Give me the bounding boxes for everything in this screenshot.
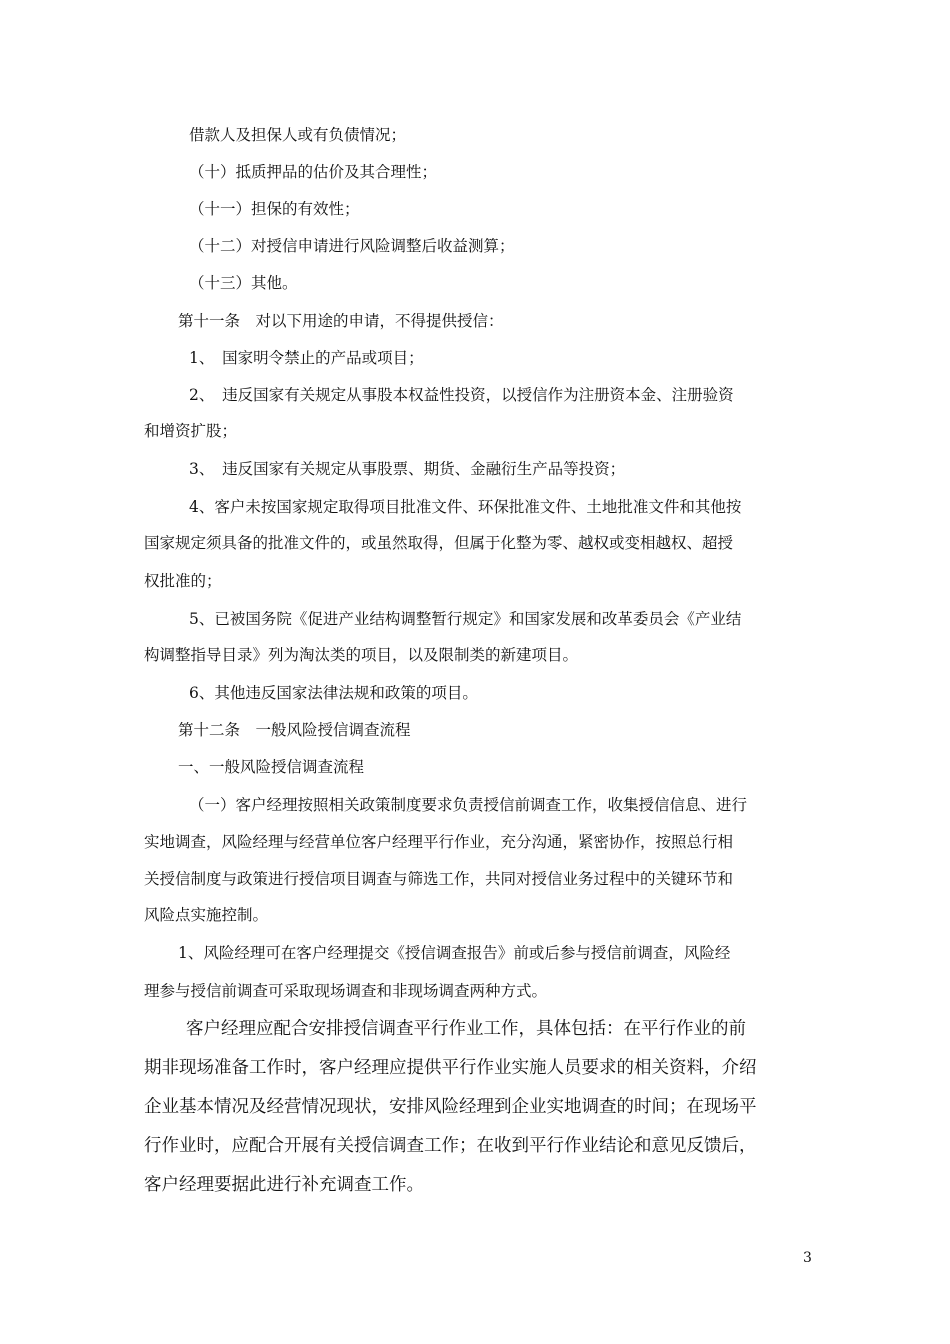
paragraph-line: 期非现场准备工作时，客户经理应提供平行作业实施人员要求的相关资料，介绍 bbox=[144, 1058, 757, 1078]
paragraph-line: 客户经理应配合安排授信调查平行作业工作，具体包括：在平行作业的前 bbox=[186, 1019, 746, 1039]
paragraph-line: 关授信制度与政策进行授信项目调查与筛选工作，共同对授信业务过程中的关键环节和 bbox=[144, 870, 734, 888]
paragraph-line: 5、已被国务院《促进产业结构调整暂行规定》和国家发展和改革委员会《产业结 bbox=[189, 610, 742, 628]
paragraph-line: 企业基本情况及经营情况现状，安排风险经理到企业实地调查的时间；在现场平 bbox=[144, 1097, 757, 1117]
paragraph-line: 客户经理要据此进行补充调查工作。 bbox=[144, 1175, 424, 1195]
article-heading: 第十一条 对以下用途的申请，不得提供授信： bbox=[178, 312, 504, 330]
paragraph-line: 6、其他违反国家法律法规和政策的项目。 bbox=[189, 684, 478, 702]
paragraph-line: 2、 违反国家有关规定从事股本权益性投资，以授信作为注册资本金、注册验资 bbox=[189, 386, 734, 404]
paragraph-line: （十二）对授信申请进行风险调整后收益测算； bbox=[189, 237, 515, 255]
paragraph-line: 借款人及担保人或有负债情况； bbox=[189, 126, 407, 144]
paragraph-line: 理参与授信前调查可采取现场调查和非现场调查两种方式。 bbox=[144, 982, 548, 1000]
page-number: 3 bbox=[803, 1250, 812, 1266]
paragraph-line: （十一）担保的有效性； bbox=[189, 200, 360, 218]
paragraph-line: 权批准的； bbox=[144, 572, 222, 590]
paragraph-line: 实地调查，风险经理与经营单位客户经理平行作业，充分沟通，紧密协作，按照总行相 bbox=[144, 833, 734, 851]
paragraph-line: （十）抵质押品的估价及其合理性； bbox=[189, 163, 438, 181]
paragraph-line: 国家规定须具备的批准文件的，或虽然取得，但属于化整为零、越权或变相越权、超授 bbox=[144, 534, 734, 552]
paragraph-line: 1、风险经理可在客户经理提交《授信调查报告》前或后参与授信前调查，风险经 bbox=[178, 944, 731, 962]
paragraph-line: （十三）其他。 bbox=[189, 274, 298, 292]
paragraph-line: 和增资扩股； bbox=[144, 422, 238, 440]
paragraph-line: 4、客户未按国家规定取得项目批准文件、环保批准文件、土地批准文件和其他按 bbox=[189, 498, 742, 516]
article-heading: 第十二条 一般风险授信调查流程 bbox=[178, 721, 411, 739]
paragraph-line: 行作业时，应配合开展有关授信调查工作；在收到平行作业结论和意见反馈后， bbox=[144, 1136, 757, 1156]
paragraph-line: （一）客户经理按照相关政策制度要求负责授信前调查工作，收集授信信息、进行 bbox=[189, 796, 748, 814]
paragraph-line: 3、 违反国家有关规定从事股票、期货、金融衍生产品等投资； bbox=[189, 460, 626, 478]
section-heading: 一、一般风险授信调查流程 bbox=[178, 758, 365, 776]
paragraph-line: 风险点实施控制。 bbox=[144, 906, 269, 924]
paragraph-line: 构调整指导目录》列为淘汰类的项目，以及限制类的新建项目。 bbox=[144, 646, 579, 664]
paragraph-line: 1、 国家明令禁止的产品或项目； bbox=[189, 349, 424, 367]
